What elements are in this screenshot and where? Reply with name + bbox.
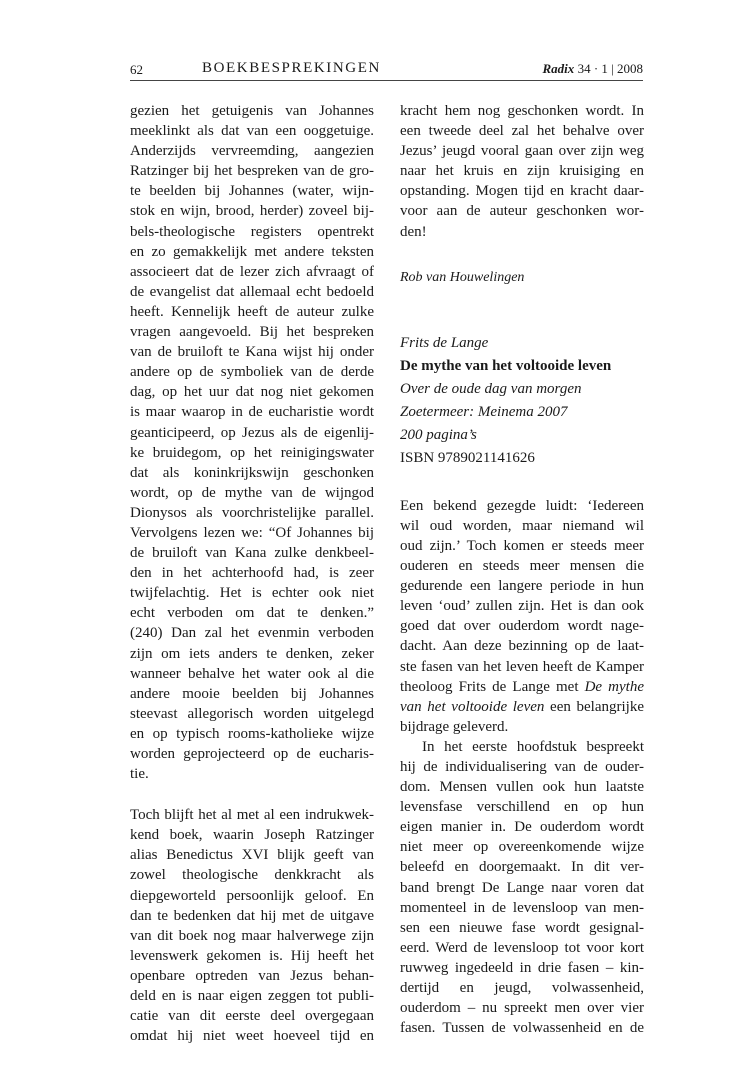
text-line: momenteel in de levensloop van men-: [400, 899, 644, 916]
book-title-inline: van het voltooide leven: [400, 698, 545, 715]
text-line: dag, op het uur dat nog niet gekomen: [130, 384, 374, 401]
text-line: beleefd en doorgemaakt. In dit ver-: [400, 859, 644, 876]
text-line: dom. Mensen vullen ook hun laatste: [400, 779, 644, 796]
text-line: van de bruiloft te Kana wijst hij onder: [130, 344, 374, 361]
text-line: sen een nieuwe fase wordt gesignal-: [400, 919, 644, 936]
text-line: echt verboden om dat te denken.”: [130, 605, 374, 622]
text-line: zowel theologische denkkracht als: [130, 867, 374, 884]
text-line: eerd. Werd de levensloop tot voor kort: [400, 939, 644, 956]
text-line: Jezus’ jeugd vooral gaan over zijn weg: [400, 143, 644, 160]
page-number: 62: [130, 62, 143, 77]
text-line: bijdrage geleverd.: [400, 718, 509, 735]
left-paragraph-1: [130, 101, 374, 784]
text-line: dan te bedenken dat hij met de uitgave: [130, 907, 374, 924]
text-line: van dit boek nog maar halverwege zijn: [130, 927, 374, 944]
text-line: wanneer behalve het water ook al die: [130, 665, 374, 682]
text-line: voor aan de auteur geschonken wor-: [400, 203, 644, 220]
text-line: Anderzijds vervreemding, aangezien: [130, 143, 374, 160]
text-line: zijn om iets anders te denken, zeker: [130, 645, 374, 662]
text-span: een belangrijke: [544, 698, 644, 715]
text-line: omdat hij niet weet hoeveel tijd en: [130, 1028, 374, 1045]
text-line: dertijd en jeugd, volwassenheid,: [400, 980, 644, 996]
text-line: Ratzinger bij het bespreken van de gro-: [130, 163, 374, 180]
text-line: gezien het getuigenis van Johannes: [130, 103, 374, 119]
left-column: [130, 101, 374, 1046]
text-line: eigen manier in. De ouderdom wordt: [400, 819, 644, 836]
text-line: gedurende een langere periode in hun: [400, 578, 644, 595]
text-line: kracht hem nog geschonken wordt. In: [400, 103, 644, 119]
book-subtitle: Over de oude dag van morgen: [400, 380, 582, 397]
text-line: ouderdom – nu spreekt men over vier: [400, 1000, 644, 1017]
text-line: vragen aangevoeld. Bij het bespreken: [130, 324, 374, 341]
right-paragraph-1: [400, 101, 644, 242]
section-title: BOEKBESPREKINGEN: [202, 60, 381, 76]
text-line: steevast allegorisch worden uitgelegd: [130, 705, 374, 722]
running-header: [130, 58, 643, 81]
text-span: theoloog Frits de Lange met: [400, 678, 585, 695]
text-line: [400, 677, 644, 697]
journal-citation: [543, 61, 643, 77]
book-title-inline: De mythe: [584, 678, 644, 695]
text-line: (240) Dan zal het evenmin verboden: [130, 625, 374, 642]
text-line: geanticipeerd, op Jezus als de eigenlij-: [130, 424, 374, 441]
text-line: wordt, op de mythe van de wijngod: [130, 484, 374, 501]
text-line: en op typisch rooms-katholieke wijze: [130, 725, 374, 742]
text-line: te beelden bij Johannes (water, wijn-: [130, 183, 374, 200]
text-line: heeft. Kennelijk heeft de auteur zulke: [130, 303, 374, 320]
text-line: andere mooie beelden bij Johannes: [130, 685, 374, 702]
text-line: niet meer op overeenkomende wijze: [400, 839, 644, 856]
paragraph-gap: [400, 470, 644, 496]
text-line: deld en is naar eigen zeggen tot publi-: [130, 988, 374, 1005]
book-author: Frits de Lange: [400, 334, 489, 351]
text-line: alias Benedictus XVI blijk geeft van: [130, 847, 374, 864]
text-line: [400, 697, 644, 717]
text-line: bels-theologische registers opentrekt: [130, 223, 374, 240]
reviewer-signature: Rob van Houwelingen: [400, 269, 525, 285]
book-title: De mythe van het voltooide leven: [400, 357, 612, 374]
paragraph-gap: [130, 784, 374, 805]
text-line: associeert dat de lezer zich afvraagt of: [130, 263, 374, 280]
text-line: is maar waarop in de eucharistie wordt: [130, 404, 374, 421]
text-line: andere op de symboliek van de derde: [130, 364, 374, 381]
text-line: ke bruidegom, op het reinigingswater: [130, 444, 374, 461]
text-line: de evangelist dat allemaal echt bedoeld: [130, 283, 374, 300]
text-line: tie.: [130, 766, 149, 783]
text-line: opstanding. Mogen tijd en kracht daar-: [400, 183, 644, 200]
text-line: Vervolgens lezen we: “Of Johannes bij: [130, 524, 374, 541]
right-paragraph-2: [400, 496, 644, 737]
book-isbn: ISBN 9789021141626: [400, 449, 535, 466]
left-paragraph-2: [130, 805, 374, 1046]
text-line: leven ‘oud’ zullen zijn. Het is dan ook: [400, 598, 644, 615]
text-line: hij de individualisering van de ouder-: [400, 758, 644, 775]
text-line: dacht. Aan deze bezinning op de laat-: [400, 638, 644, 655]
text-line: fasen. Tussen de volwassenheid en de: [400, 1020, 644, 1037]
text-line: de bruiloft van Kana zulke denkbeel-: [130, 545, 374, 562]
book-publisher: Zoetermeer: Meinema 2007: [400, 403, 568, 420]
text-line: kend boek, waarin Joseph Ratzinger: [130, 827, 374, 844]
text-line: dat als koninkrijkswijn geschonken: [130, 464, 374, 481]
text-line: worden geprojecteerd op de eucharis-: [130, 746, 374, 762]
text-line: goed dat over ouderdom wordt nage-: [400, 618, 644, 635]
journal-name: Radix: [542, 61, 575, 76]
text-line: wil oud worden, maar niemand wil: [400, 517, 644, 534]
text-line: meeklinkt als dat van een ooggetuige.: [130, 123, 374, 140]
text-line: Dionysos als voorchristelijke parallel.: [130, 504, 374, 521]
book-pages: 200 pagina’s: [400, 426, 477, 443]
text-line: en zo gemakkelijk met andere teksten: [130, 243, 374, 260]
text-line: een tweede deel zal het behalve over: [400, 123, 644, 140]
text-line: ouderen en steeds meer mensen die: [400, 558, 644, 575]
text-line: oud zijn.’ Toch komen er steeds meer: [400, 537, 644, 554]
text-line: diepgeworteld persoonlijk geloof. En: [130, 887, 374, 904]
right-column: [400, 101, 644, 1038]
text-line: den!: [400, 223, 427, 240]
text-line: stok en wijn, brood, herder) zoveel bij-: [130, 203, 374, 220]
text-line: naar het kruis en zijn kruisiging en: [400, 163, 644, 180]
text-line: den in het achterhoofd had, is zeer: [130, 565, 374, 582]
text-line: ruwweg ingedeeld in drie fasen – kin-: [400, 959, 644, 976]
text-line: Een bekend gezegde luidt: ‘Iedereen: [400, 497, 644, 514]
book-details: [400, 332, 644, 470]
text-line: levensfase verschillend en op hun: [400, 799, 644, 816]
journal-issue: 34 · 1 | 2008: [577, 61, 643, 76]
text-line: Toch blijft het al met al een indrukwek-: [130, 807, 374, 824]
text-line: band brengt De Lange naar voren dat: [400, 879, 644, 896]
text-line: levenswerk gekomen is. Hij heeft het: [130, 947, 374, 964]
text-line: ste fasen van het leven heeft de Kamper: [400, 658, 644, 675]
text-line: twijfelachtig. Het is echter ook niet: [130, 585, 374, 602]
text-line: openbare optreden van Jezus behan-: [130, 967, 374, 984]
right-paragraph-3: [400, 737, 644, 1038]
text-line: In het eerste hoofdstuk bespreekt: [422, 738, 644, 755]
text-line: catie van dit eerste deel overgegaan: [130, 1008, 374, 1025]
